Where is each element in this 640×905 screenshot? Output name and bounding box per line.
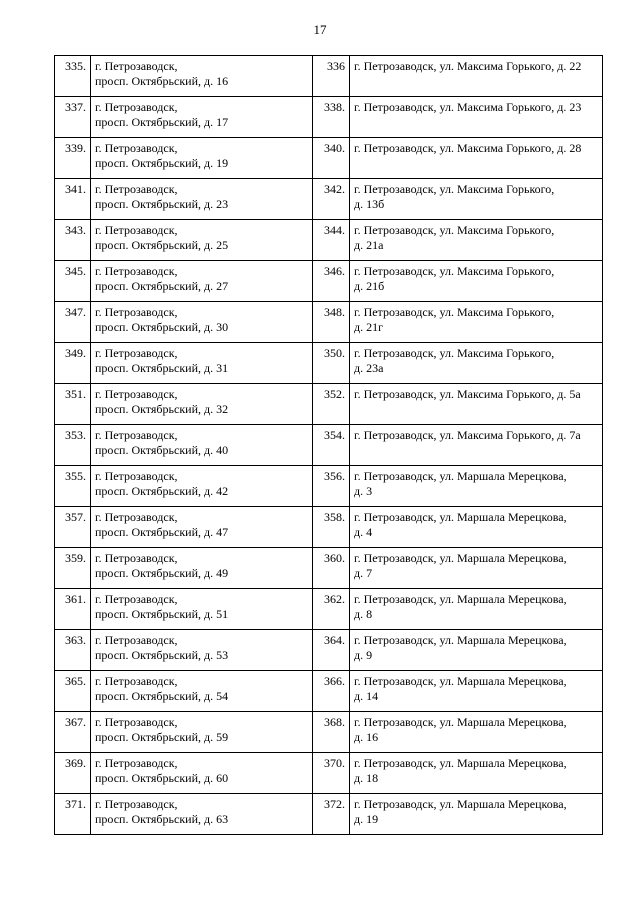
left-address-line-1: г. Петрозаводск,	[95, 797, 178, 811]
left-item-number: 365.	[55, 671, 91, 712]
left-address-line-2: просп. Октябрьский, д. 49	[95, 566, 229, 580]
left-address-line-2: просп. Октябрьский, д. 40	[95, 443, 229, 457]
left-address-cell	[91, 343, 313, 384]
right-address-line-2: д. 18	[354, 771, 379, 785]
right-address-cell	[350, 712, 603, 753]
left-address-line-2: просп. Октябрьский, д. 53	[95, 648, 229, 662]
right-address-line-1: г. Петрозаводск, ул. Максима Горького, д. 23	[354, 100, 582, 114]
right-item-number: 350.	[313, 343, 350, 384]
left-address-cell	[91, 712, 313, 753]
right-address-line-2: д. 21б	[354, 279, 385, 293]
left-address-cell	[91, 384, 313, 425]
right-address-cell	[350, 507, 603, 548]
left-address-line-1: г. Петрозаводск,	[95, 510, 178, 524]
left-address-line-2: просп. Октябрьский, д. 63	[95, 812, 229, 826]
left-address-line-1: г. Петрозаводск,	[95, 715, 178, 729]
right-address-line-1: г. Петрозаводск, ул. Маршала Мерецкова,	[354, 674, 567, 688]
left-address-cell	[91, 261, 313, 302]
table-row	[55, 507, 603, 548]
right-item-number: 360.	[313, 548, 350, 589]
left-address-line-2: просп. Октябрьский, д. 19	[95, 156, 229, 170]
right-item-number: 344.	[313, 220, 350, 261]
right-item-number: 354.	[313, 425, 350, 466]
right-item-number: 338.	[313, 97, 350, 138]
left-address-cell	[91, 302, 313, 343]
right-address-line-2: д. 23а	[354, 361, 384, 375]
right-address-line-2: д. 4	[354, 525, 373, 539]
table-row	[55, 753, 603, 794]
left-address-line-1: г. Петрозаводск,	[95, 264, 178, 278]
left-address-line-1: г. Петрозаводск,	[95, 182, 178, 196]
right-item-number: 356.	[313, 466, 350, 507]
left-item-number: 335.	[55, 56, 91, 97]
right-address-cell	[350, 671, 603, 712]
right-item-number: 352.	[313, 384, 350, 425]
address-table	[54, 55, 603, 835]
left-address-line-1: г. Петрозаводск,	[95, 551, 178, 565]
right-address-line-1: г. Петрозаводск, ул. Маршала Мерецкова,	[354, 592, 567, 606]
right-address-line-2: д. 21а	[354, 238, 384, 252]
right-address-line-1: г. Петрозаводск, ул. Максима Горького, д. 28	[354, 141, 582, 155]
left-address-line-2: просп. Октябрьский, д. 54	[95, 689, 229, 703]
address-table-body	[55, 56, 603, 835]
table-row	[55, 302, 603, 343]
table-row	[55, 220, 603, 261]
left-address-line-2: просп. Октябрьский, д. 59	[95, 730, 229, 744]
left-address-cell	[91, 97, 313, 138]
left-item-number: 357.	[55, 507, 91, 548]
left-address-line-1: г. Петрозаводск,	[95, 141, 178, 155]
left-item-number: 345.	[55, 261, 91, 302]
left-item-number: 361.	[55, 589, 91, 630]
left-address-line-2: просп. Октябрьский, д. 31	[95, 361, 229, 375]
right-item-number: 348.	[313, 302, 350, 343]
left-address-cell	[91, 794, 313, 835]
left-item-number: 349.	[55, 343, 91, 384]
left-address-cell	[91, 753, 313, 794]
table-row	[55, 138, 603, 179]
table-row	[55, 794, 603, 835]
left-address-cell	[91, 179, 313, 220]
right-item-number: 346.	[313, 261, 350, 302]
left-address-cell	[91, 630, 313, 671]
left-item-number: 351.	[55, 384, 91, 425]
right-address-line-2: д. 14	[354, 689, 379, 703]
right-address-line-2: д. 3	[354, 484, 373, 498]
left-address-line-2: просп. Октябрьский, д. 30	[95, 320, 229, 334]
right-item-number: 342.	[313, 179, 350, 220]
left-address-cell	[91, 56, 313, 97]
right-item-number: 336	[313, 56, 350, 97]
right-address-line-1: г. Петрозаводск, ул. Маршала Мерецкова,	[354, 510, 567, 524]
table-row	[55, 712, 603, 753]
left-address-line-2: просп. Октябрьский, д. 25	[95, 238, 229, 252]
left-address-line-1: г. Петрозаводск,	[95, 674, 178, 688]
right-address-line-1: г. Петрозаводск, ул. Маршала Мерецкова,	[354, 469, 567, 483]
left-item-number: 359.	[55, 548, 91, 589]
right-address-line-1: г. Петрозаводск, ул. Максима Горького,	[354, 346, 555, 360]
left-item-number: 353.	[55, 425, 91, 466]
right-address-line-2: д. 16	[354, 730, 379, 744]
right-address-line-1: г. Петрозаводск, ул. Маршала Мерецкова,	[354, 756, 567, 770]
right-address-cell	[350, 466, 603, 507]
right-address-cell	[350, 261, 603, 302]
left-item-number: 347.	[55, 302, 91, 343]
right-item-number: 364.	[313, 630, 350, 671]
left-address-line-2: просп. Октябрьский, д. 16	[95, 74, 229, 88]
left-address-line-1: г. Петрозаводск,	[95, 592, 178, 606]
right-address-line-2: д. 8	[354, 607, 373, 621]
right-address-cell	[350, 589, 603, 630]
left-address-line-1: г. Петрозаводск,	[95, 59, 178, 73]
table-row	[55, 425, 603, 466]
right-address-cell	[350, 56, 603, 97]
right-item-number: 370.	[313, 753, 350, 794]
table-row	[55, 179, 603, 220]
right-address-cell	[350, 138, 603, 179]
page-number: 17	[313, 22, 327, 37]
left-item-number: 369.	[55, 753, 91, 794]
left-address-cell	[91, 671, 313, 712]
right-address-cell	[350, 630, 603, 671]
left-address-cell	[91, 548, 313, 589]
right-address-cell	[350, 384, 603, 425]
left-address-line-2: просп. Октябрьский, д. 32	[95, 402, 229, 416]
right-address-line-1: г. Петрозаводск, ул. Максима Горького,	[354, 305, 555, 319]
right-address-cell	[350, 425, 603, 466]
left-address-line-2: просп. Октябрьский, д. 47	[95, 525, 229, 539]
table-row	[55, 384, 603, 425]
left-item-number: 367.	[55, 712, 91, 753]
left-address-cell	[91, 507, 313, 548]
left-address-line-1: г. Петрозаводск,	[95, 223, 178, 237]
left-address-cell	[91, 589, 313, 630]
right-address-cell	[350, 97, 603, 138]
right-address-line-2: д. 13б	[354, 197, 385, 211]
right-address-cell	[350, 753, 603, 794]
right-item-number: 368.	[313, 712, 350, 753]
left-address-line-2: просп. Октябрьский, д. 60	[95, 771, 229, 785]
right-address-line-1: г. Петрозаводск, ул. Максима Горького, д. 7а	[354, 428, 581, 442]
left-address-line-2: просп. Октябрьский, д. 27	[95, 279, 229, 293]
right-address-line-1: г. Петрозаводск, ул. Максима Горького, д. 22	[354, 59, 582, 73]
right-item-number: 340.	[313, 138, 350, 179]
right-address-line-1: г. Петрозаводск, ул. Максима Горького,	[354, 264, 555, 278]
right-address-cell	[350, 548, 603, 589]
right-item-number: 372.	[313, 794, 350, 835]
right-address-line-1: г. Петрозаводск, ул. Максима Горького,	[354, 182, 555, 196]
right-address-cell	[350, 794, 603, 835]
right-address-line-1: г. Петрозаводск, ул. Маршала Мерецкова,	[354, 551, 567, 565]
left-address-cell	[91, 425, 313, 466]
left-item-number: 337.	[55, 97, 91, 138]
left-address-line-1: г. Петрозаводск,	[95, 346, 178, 360]
right-address-line-1: г. Петрозаводск, ул. Маршала Мерецкова,	[354, 715, 567, 729]
right-item-number: 366.	[313, 671, 350, 712]
table-row	[55, 630, 603, 671]
right-address-line-1: г. Петрозаводск, ул. Маршала Мерецкова,	[354, 633, 567, 647]
right-address-line-2: д. 9	[354, 648, 373, 662]
table-row	[55, 548, 603, 589]
right-address-cell	[350, 220, 603, 261]
left-address-line-1: г. Петрозаводск,	[95, 387, 178, 401]
right-item-number: 358.	[313, 507, 350, 548]
left-address-line-2: просп. Октябрьский, д. 51	[95, 607, 229, 621]
right-address-line-1: г. Петрозаводск, ул. Маршала Мерецкова,	[354, 797, 567, 811]
table-row	[55, 466, 603, 507]
table-row	[55, 343, 603, 384]
left-address-line-1: г. Петрозаводск,	[95, 633, 178, 647]
left-item-number: 343.	[55, 220, 91, 261]
left-address-line-1: г. Петрозаводск,	[95, 428, 178, 442]
left-item-number: 371.	[55, 794, 91, 835]
table-row	[55, 671, 603, 712]
right-address-line-1: г. Петрозаводск, ул. Максима Горького,	[354, 223, 555, 237]
left-item-number: 355.	[55, 466, 91, 507]
left-item-number: 339.	[55, 138, 91, 179]
left-address-cell	[91, 220, 313, 261]
left-item-number: 363.	[55, 630, 91, 671]
right-address-line-2: д. 7	[354, 566, 373, 580]
left-address-line-1: г. Петрозаводск,	[95, 756, 178, 770]
left-address-line-1: г. Петрозаводск,	[95, 305, 178, 319]
table-row	[55, 56, 603, 97]
right-address-line-2: д. 19	[354, 812, 379, 826]
table-row	[55, 589, 603, 630]
right-address-cell	[350, 343, 603, 384]
right-address-cell	[350, 302, 603, 343]
right-address-cell	[350, 179, 603, 220]
table-row	[55, 261, 603, 302]
right-address-line-1: г. Петрозаводск, ул. Максима Горького, д. 5а	[354, 387, 581, 401]
left-address-line-2: просп. Октябрьский, д. 42	[95, 484, 229, 498]
right-item-number: 362.	[313, 589, 350, 630]
right-address-line-2: д. 21г	[354, 320, 384, 334]
left-address-cell	[91, 138, 313, 179]
table-row	[55, 97, 603, 138]
left-address-line-1: г. Петрозаводск,	[95, 469, 178, 483]
left-address-line-1: г. Петрозаводск,	[95, 100, 178, 114]
left-address-line-2: просп. Октябрьский, д. 23	[95, 197, 229, 211]
left-address-line-2: просп. Октябрьский, д. 17	[95, 115, 229, 129]
left-address-cell	[91, 466, 313, 507]
left-item-number: 341.	[55, 179, 91, 220]
